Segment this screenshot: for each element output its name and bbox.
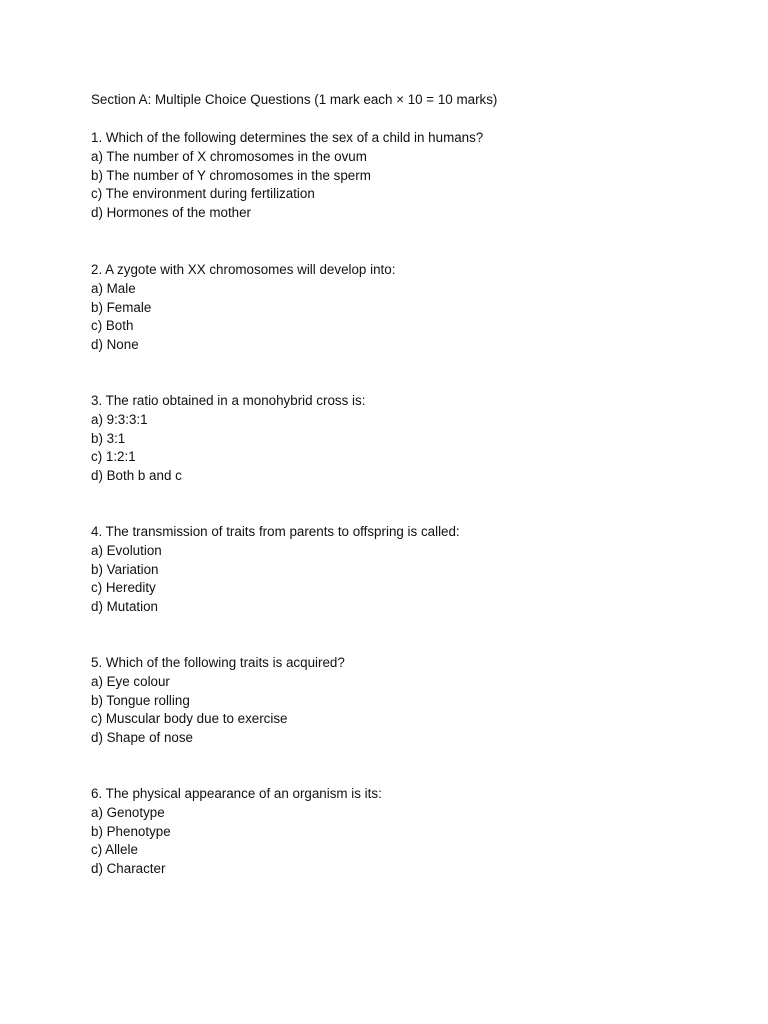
question-text: 5. Which of the following traits is acquired? (91, 655, 345, 670)
option-b: b) Tongue rolling (91, 692, 190, 708)
question-4 (91, 523, 460, 617)
option-d: d) Shape of nose (91, 730, 193, 746)
option-a: a) Eye colour (91, 673, 170, 689)
option-a: a) Male (91, 280, 136, 296)
option-c: c) Both (91, 318, 134, 334)
option-a: a) Evolution (91, 542, 162, 558)
option-d: d) Character (91, 861, 166, 877)
option-d: d) Hormones of the mother (91, 205, 252, 221)
option-a: a) The number of X chromosomes in the ovum (91, 148, 367, 164)
option-a: a) Genotype (91, 804, 165, 820)
option-b: b) 3:1 (91, 430, 126, 446)
option-b: b) Variation (91, 561, 159, 577)
question-1 (91, 129, 483, 223)
option-d: d) Both b and c (91, 468, 182, 484)
option-b: b) Female (91, 299, 152, 315)
option-d: d) None (91, 337, 139, 353)
section-heading: Section A: Multiple Choice Questions (1 mark each × 10 = 10 marks) (91, 92, 498, 107)
question-text: 6. The physical appearance of an organism is its: (91, 786, 382, 801)
question-5 (91, 654, 345, 748)
option-d: d) Mutation (91, 599, 158, 615)
option-c: c) The environment during fertilization (91, 186, 315, 202)
question-2 (91, 261, 395, 355)
question-text: 3. The ratio obtained in a monohybrid cross is: (91, 393, 366, 408)
question-3 (91, 392, 365, 486)
question-text: 4. The transmission of traits from parents to offspring is called: (91, 524, 460, 539)
question-6 (91, 785, 382, 879)
option-c: c) Allele (91, 842, 138, 858)
option-c: c) Heredity (91, 580, 156, 596)
option-c: c) 1:2:1 (91, 449, 136, 465)
option-c: c) Muscular body due to exercise (91, 711, 288, 727)
option-b: b) Phenotype (91, 823, 171, 839)
question-text: 2. A zygote with XX chromosomes will develop into: (91, 262, 396, 277)
option-b: b) The number of Y chromosomes in the sperm (91, 167, 371, 183)
question-text: 1. Which of the following determines the sex of a child in humans? (91, 130, 484, 145)
option-a: a) 9:3:3:1 (91, 411, 148, 427)
